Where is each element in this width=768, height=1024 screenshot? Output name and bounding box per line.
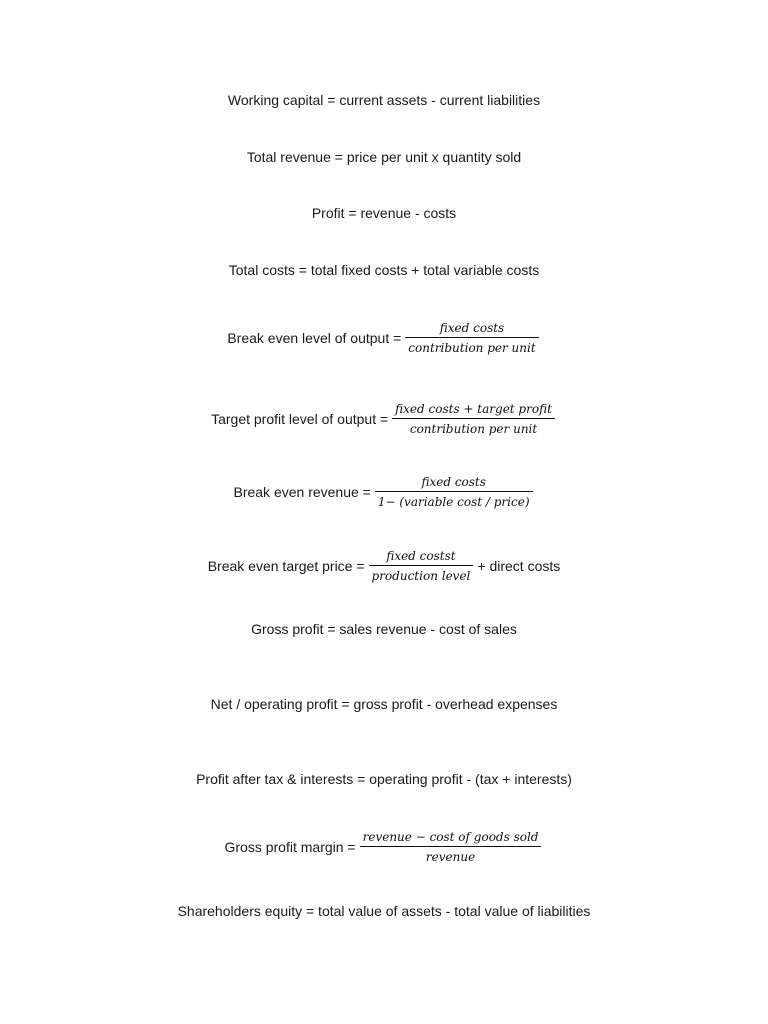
formula-text: Working capital = current assets - current liabilities xyxy=(227,92,541,108)
formula-target-profit-output xyxy=(0,399,768,439)
formula-label: Break even revenue = xyxy=(233,484,371,500)
fraction xyxy=(369,549,474,583)
formula-shareholders-equity xyxy=(0,901,768,921)
fraction-denominator: contribution per unit xyxy=(409,422,538,436)
formula-text: Profit = revenue - costs xyxy=(311,205,457,221)
fraction-numerator: fixed costs xyxy=(421,475,486,489)
fraction xyxy=(392,402,555,436)
formula-text: Gross profit = sales revenue - cost of sales xyxy=(251,621,517,637)
fraction-denominator: 1− (variable cost / price) xyxy=(377,495,530,509)
formula-break-even-target-price xyxy=(0,546,768,586)
formula-gross-profit-margin xyxy=(0,827,768,867)
fraction-numerator: fixed costst xyxy=(386,549,456,563)
formula-text: Shareholders equity = total value of assets - total value of liabilities xyxy=(177,903,591,919)
fraction-denominator: production level xyxy=(371,569,471,583)
formula-break-even-output xyxy=(0,318,768,358)
formula-profit xyxy=(0,203,768,223)
fraction-numerator: revenue − cost of goods sold xyxy=(362,830,539,844)
formula-label: Target profit level of output = xyxy=(211,411,389,427)
formula-profit-after-tax xyxy=(0,769,768,789)
formula-suffix: + direct costs xyxy=(477,558,561,574)
fraction-numerator: fixed costs xyxy=(439,321,505,335)
fraction xyxy=(360,830,542,864)
formula-label: Break even level of output = xyxy=(227,330,402,346)
fraction-numerator: fixed costs + target profit xyxy=(395,402,552,416)
formula-working-capital xyxy=(0,90,768,110)
formula-text: Total costs = total fixed costs + total variable costs xyxy=(228,262,540,278)
formula-text: Total revenue = price per unit x quantity sold xyxy=(246,149,522,165)
formula-net-operating-profit xyxy=(0,694,768,714)
formula-total-costs xyxy=(0,260,768,280)
formula-text: Profit after tax & interests = operating profit - (tax + interests) xyxy=(196,771,572,787)
formula-text: Net / operating profit = gross profit - overhead expenses xyxy=(210,696,558,712)
formula-gross-profit xyxy=(0,619,768,639)
formula-label: Gross profit margin = xyxy=(224,839,356,855)
fraction xyxy=(405,321,538,355)
formula-label: Break even target price = xyxy=(207,558,365,574)
formula-break-even-revenue xyxy=(0,472,768,512)
fraction-denominator: revenue xyxy=(425,850,476,864)
fraction xyxy=(375,475,533,509)
fraction-denominator: contribution per unit xyxy=(408,341,536,355)
formula-total-revenue xyxy=(0,147,768,167)
